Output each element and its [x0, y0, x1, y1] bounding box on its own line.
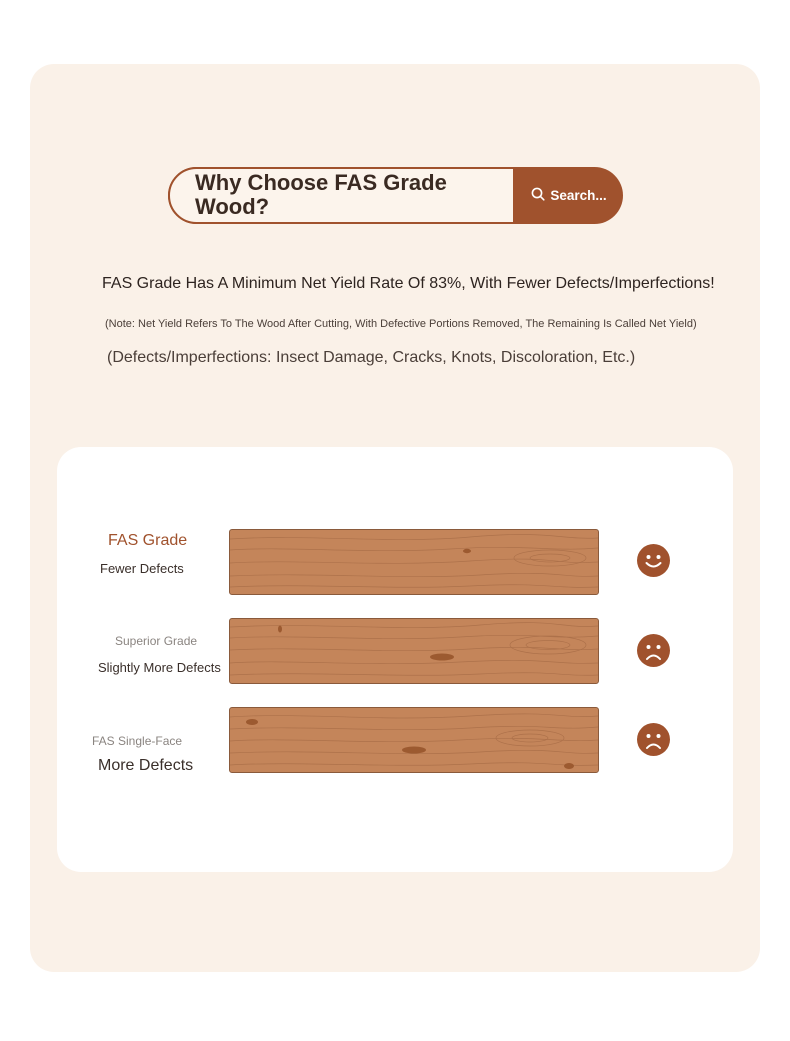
grade-label-fas: FAS Grade [108, 532, 188, 549]
defects-note: (Defects/Imperfections: Insect Damage, Cracks, Knots, Discoloration, Etc.) [107, 349, 636, 366]
wood-board-single-face [229, 707, 599, 773]
headline: FAS Grade Has A Minimum Net Yield Rate Of 83%, With Fewer Defects/Imperfections! [102, 275, 715, 292]
grade-label-single-face: FAS Single-Face [92, 734, 183, 748]
search-button-label: Search... [550, 188, 607, 203]
wood-board-fas [229, 529, 599, 595]
defect-label-superior: Slightly More Defects [98, 660, 221, 675]
search-icon [531, 187, 545, 204]
smile-icon [637, 544, 670, 577]
search-button[interactable] [515, 167, 623, 224]
defect-label-fas: Fewer Defects [100, 561, 184, 576]
wood-board-superior [229, 618, 599, 684]
frown-icon [637, 723, 670, 756]
net-yield-note: (Note: Net Yield Refers To The Wood After Cutting, With Defective Portions Removed, The Remaining Is Called Net Yield) [105, 318, 697, 330]
search-query-text: Why Choose FAS Grade Wood? [195, 170, 447, 219]
grade-label-superior: Superior Grade [115, 634, 198, 648]
search-input[interactable] [168, 167, 515, 224]
frown-icon [637, 634, 670, 667]
search-bar[interactable] [168, 167, 623, 224]
defect-label-single-face: More Defects [98, 757, 194, 774]
